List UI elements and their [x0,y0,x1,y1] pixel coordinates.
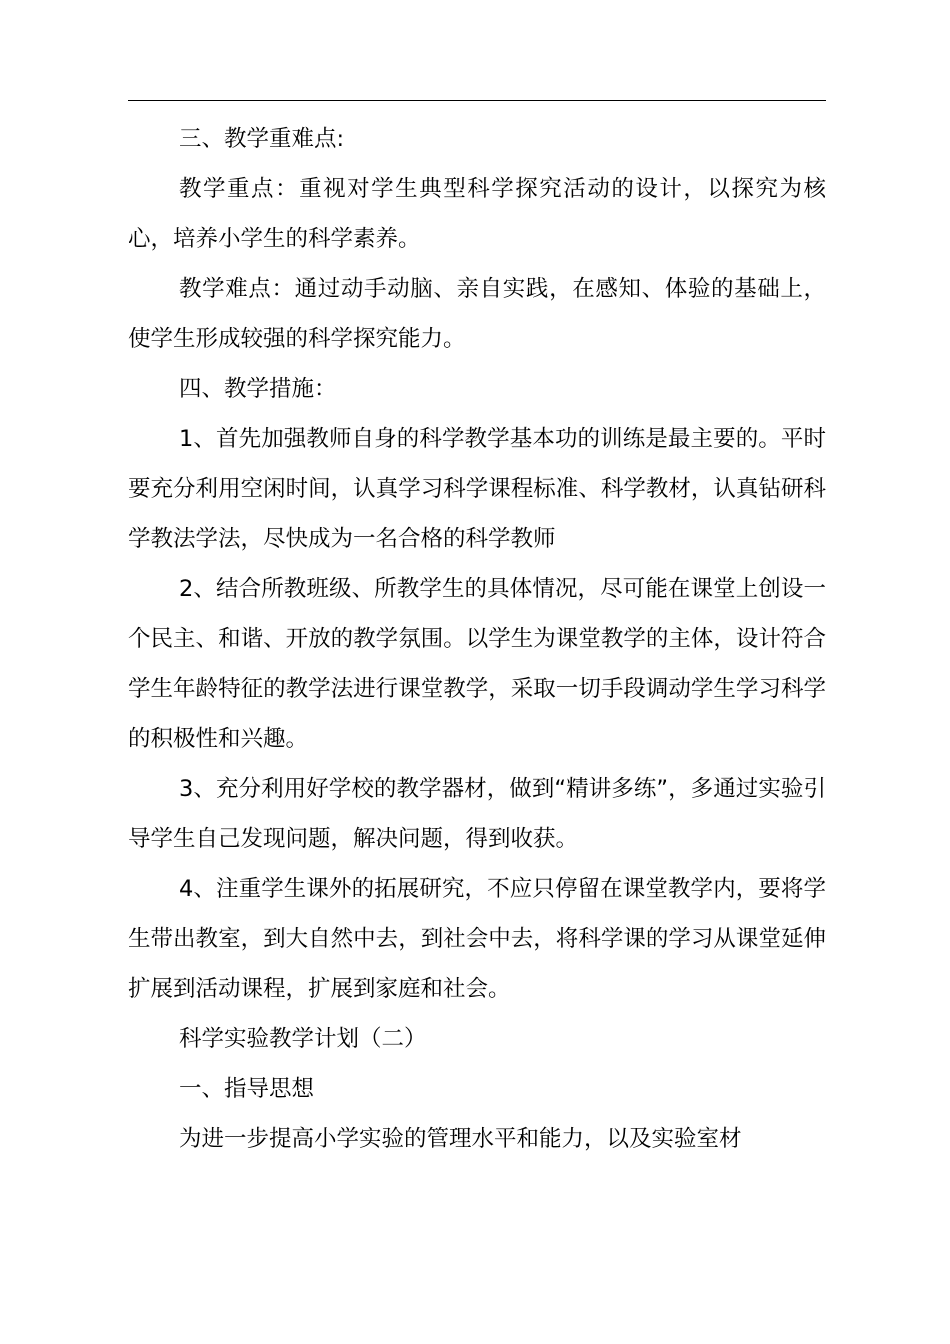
paragraph-measure-4: 4、注重学生课外的拓展研究，不应只停留在课堂教学内，要将学生带出教室，到大自然中去，到社会中去，将科学课的学习从课堂延伸扩展到活动课程，扩展到家庭和社会。 [128,876,826,1002]
section-title-plan-two: 科学实验教学计划（二） [179,1026,427,1052]
paragraph-guiding-ideology: 为进一步提高小学实验的管理水平和能力，以及实验室材 [179,1126,742,1152]
paragraph-measure-2: 2、结合所教班级、所教学生的具体情况，尽可能在课堂上创设一个民主、和谐、开放的教学氛围。以学生为课堂教学的主体，设计符合学生年龄特征的教学法进行课堂教学，采取一切手段调动学生学习科学的积极性和兴趣。 [128,576,826,752]
heading-key-difficult-points: 三、教学重难点: [179,126,345,152]
header-rule [128,100,826,101]
heading-teaching-measures: 四、教学措施： [179,376,337,402]
document-body [128,114,826,1164]
paragraph-measure-3: 3、充分利用好学校的教学器材，做到“精讲多练”，多通过实验引导学生自己发现问题，解决问题，得到收获。 [128,776,826,852]
paragraph-measure-1: 1、首先加强教师自身的科学教学基本功的训练是最主要的。平时要充分利用空闲时间，认真学习科学课程标准、科学教材，认真钻研科学教法学法，尽快成为一名合格的科学教师 [128,426,826,552]
paragraph-teaching-focus: 教学重点：重视对学生典型科学探究活动的设计，以探究为核心，培养小学生的科学素养。 [128,176,826,252]
heading-guiding-ideology: 一、指导思想 [179,1076,315,1102]
paragraph-teaching-difficulty: 教学难点：通过动手动脑、亲自实践，在感知、体验的基础上，使学生形成较强的科学探究能力。 [128,276,826,352]
